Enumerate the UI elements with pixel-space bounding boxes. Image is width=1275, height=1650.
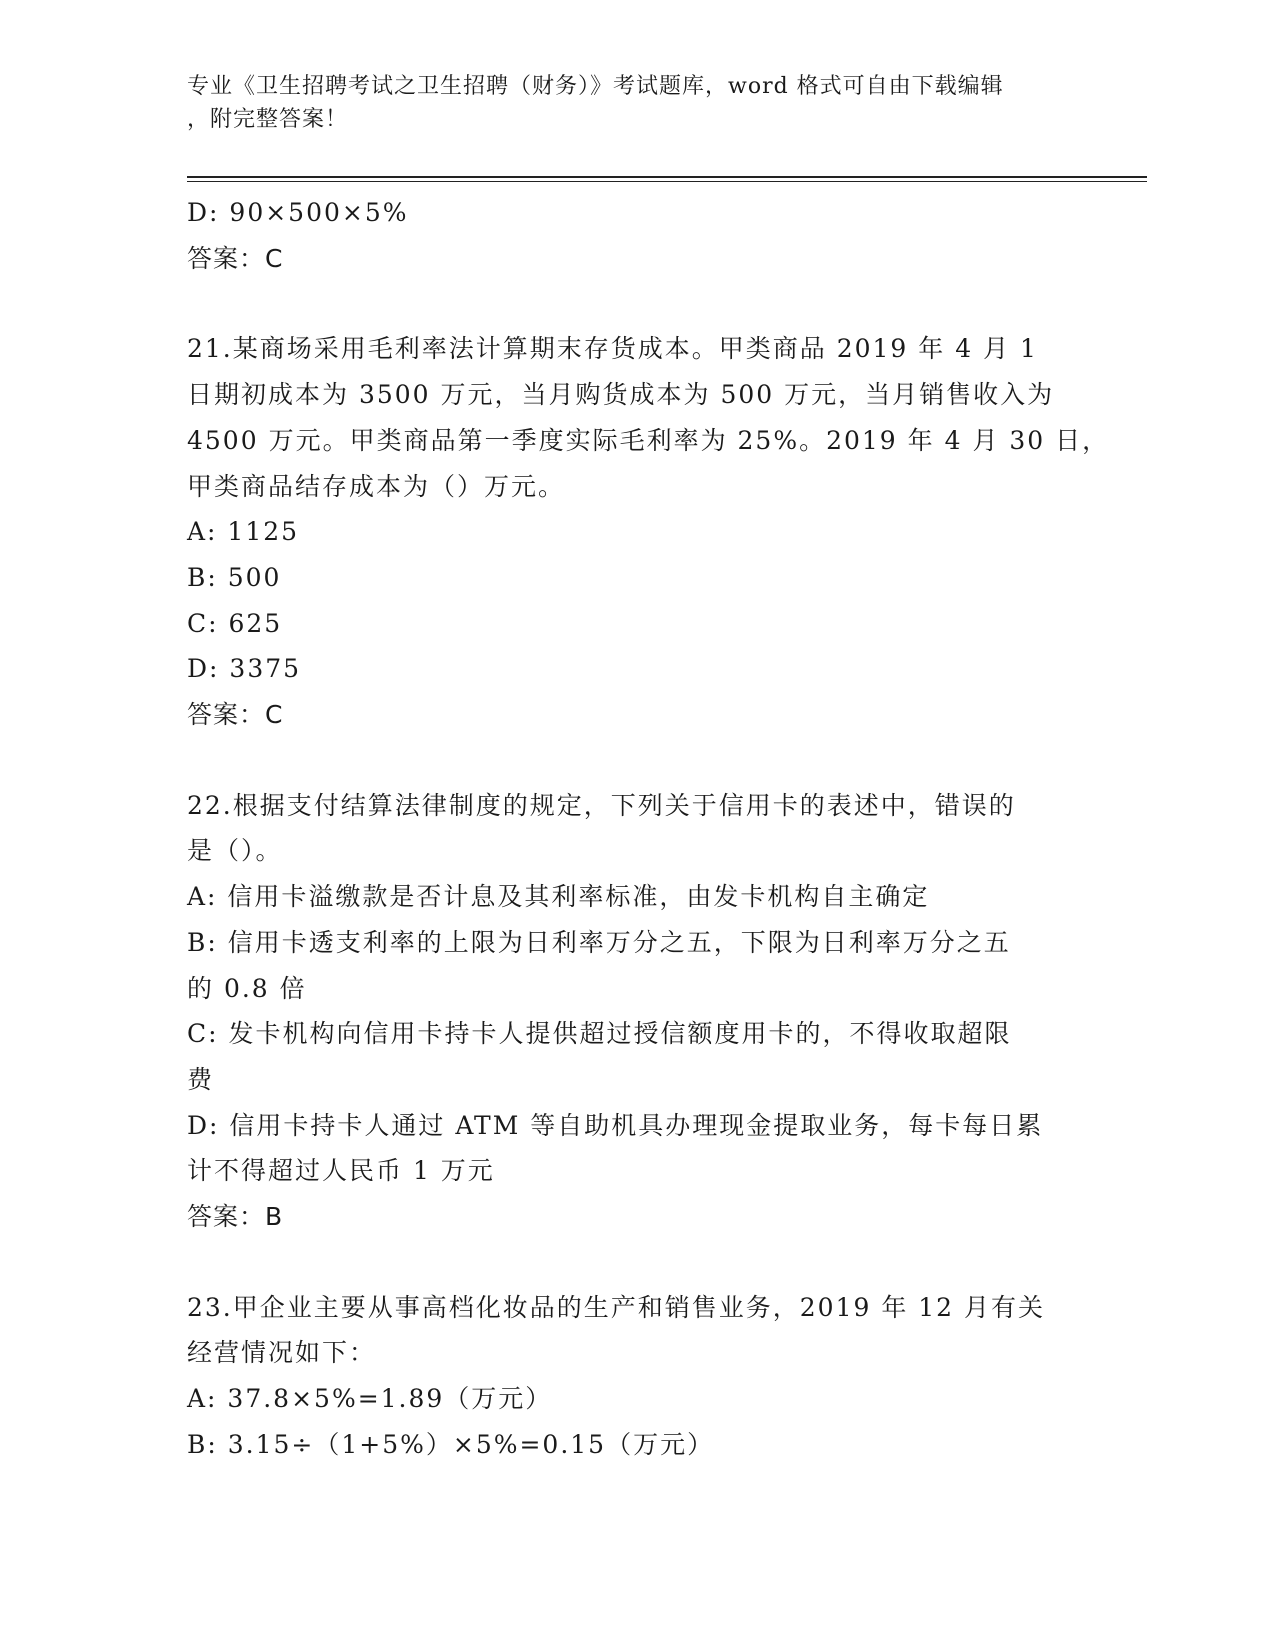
option-line: C: 625 xyxy=(187,608,283,638)
question-text-line: 21.某商场采用毛利率法计算期末存货成本。甲类商品 2019 年 4 月 1 xyxy=(187,334,1038,364)
option-line: A: 1125 xyxy=(187,517,300,547)
document-body xyxy=(187,190,1110,1468)
question-block xyxy=(187,1285,1087,1468)
header-line-1: 专业《卫生招聘考试之卫生招聘（财务）》考试题库，word 格式可自由下载编辑 xyxy=(187,74,1004,99)
header-divider-thin xyxy=(187,181,1147,182)
header-divider-thick xyxy=(187,176,1147,178)
option-line: A: 信用卡溢缴款是否计息及其利率标准，由发卡机构自主确定 xyxy=(187,882,930,912)
page-header xyxy=(187,70,1067,136)
question-text-line: 日期初成本为 3500 万元，当月购货成本为 500 万元，当月销售收入为 xyxy=(187,380,1055,410)
question-block xyxy=(187,326,1110,782)
question-text-line: 是（）。 xyxy=(187,836,283,866)
question-list xyxy=(187,326,1110,1467)
option-line: B: 500 xyxy=(187,562,282,592)
answer-line: 答案：C xyxy=(187,700,284,730)
option-d-prev: D: 90×500×5% xyxy=(187,198,409,227)
option-line: A: 37.8×5%=1.89（万元） xyxy=(187,1384,553,1414)
answer-prev: 答案：C xyxy=(187,243,284,273)
option-line: 费 xyxy=(187,1064,215,1094)
option-line: 的 0.8 倍 xyxy=(187,973,307,1003)
header-line-2: ，附完整答案！ xyxy=(187,107,349,132)
question-text-line: 22.根据支付结算法律制度的规定，下列关于信用卡的表述中，错误的 xyxy=(187,790,1016,820)
option-line: B: 信用卡透支利率的上限为日利率万分之五，下限为日利率万分之五 xyxy=(187,927,1011,957)
option-line: D: 3375 xyxy=(187,654,302,684)
option-line: B: 3.15÷（1+5%）×5%=0.15（万元） xyxy=(187,1429,715,1459)
question-text-line: 甲类商品结存成本为（）万元。 xyxy=(187,471,566,501)
option-line: C: 发卡机构向信用卡持卡人提供超过授信额度用卡的，不得收取超限 xyxy=(187,1019,1012,1049)
option-line: 计不得超过人民币 1 万元 xyxy=(187,1156,495,1186)
option-line: D: 信用卡持卡人通过 ATM 等自助机具办理现金提取业务，每卡每日累 xyxy=(187,1110,1044,1140)
question-text-line: 23.甲企业主要从事高档化妆品的生产和销售业务，2019 年 12 月有关 xyxy=(187,1292,1046,1322)
answer-line: 答案：B xyxy=(187,1202,284,1232)
question-text-line: 经营情况如下： xyxy=(187,1338,377,1368)
question-block xyxy=(187,783,1087,1285)
question-text-line: 4500 万元。甲类商品第一季度实际毛利率为 25%。2019 年 4 月 30 日， xyxy=(187,425,1110,455)
